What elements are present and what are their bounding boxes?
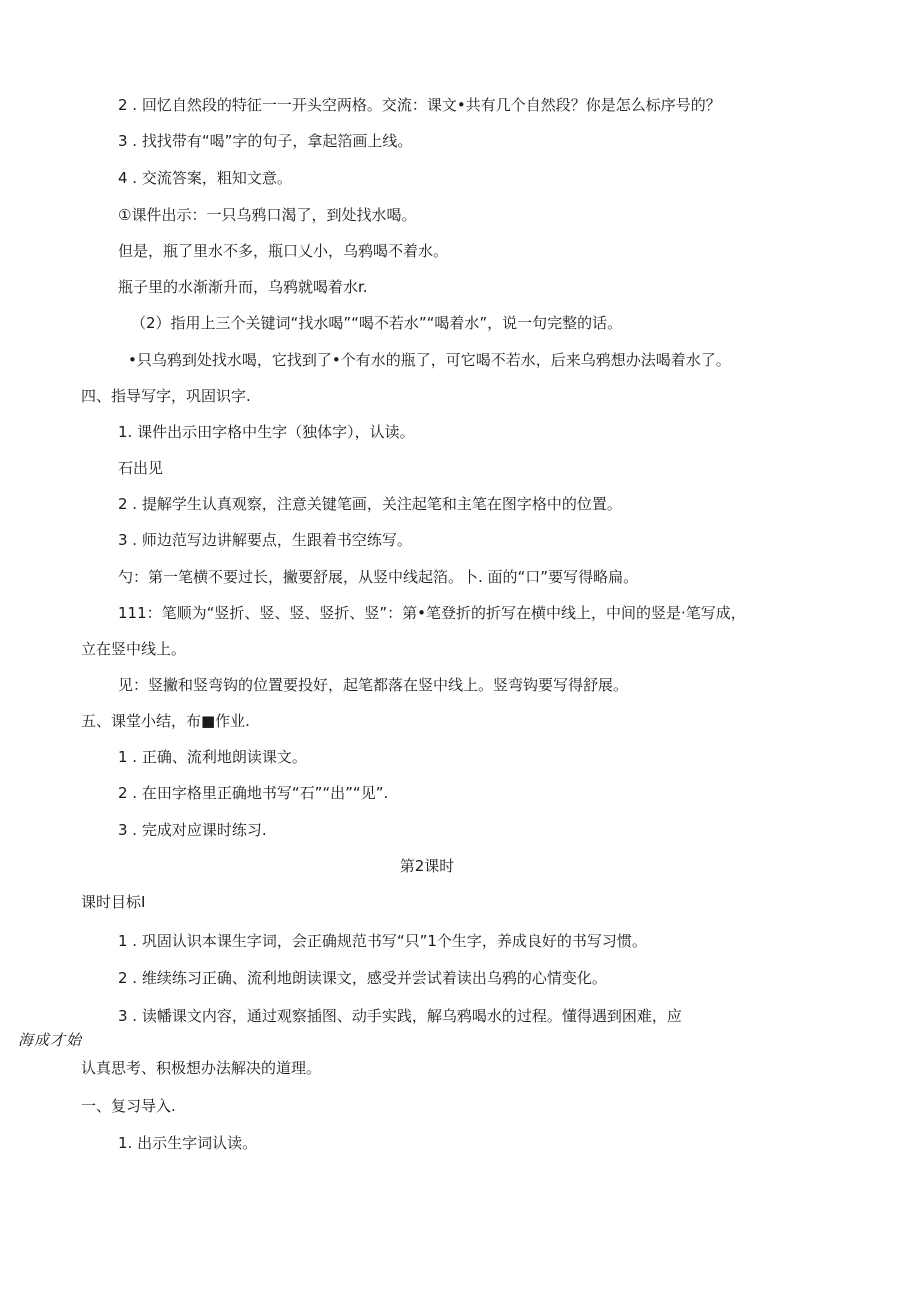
courseware-line: 但是，瓶了里水不多，瓶口乂小，乌鸦喝不着水。 [118, 242, 449, 260]
paragraph: 111：笔顺为“竖折、竖、竖、竖折、竖”：第•笔登折的折写在横中线上，中间的竖是·笔写成， [118, 604, 746, 622]
lesson-title: 第2课时 [399, 857, 455, 875]
list-item-4: 4 . 交流答案，粗知文意。 [118, 169, 292, 187]
list-item-1: 1 . 正确、流利地朗读课文。 [118, 748, 307, 766]
paragraph-continuation: 立在竖中线上。 [81, 640, 187, 658]
list-item-3: 3 . 完成对应课时练习. [118, 821, 267, 839]
margin-note: 海成才始 [18, 1031, 83, 1049]
objective-1: 1 . 巩固认识本课生字词，会正确规范书写“只”1个生字，养成良好的书写习惯。 [118, 932, 647, 950]
list-item-1: 1. 课件出示田字格中生字（独体字），认读。 [118, 423, 415, 441]
paragraph: （2）指用上三个关键词“找水喝”“喝不若水”“喝着水”，说一句完整的话。 [131, 314, 623, 332]
list-item-1: 1. 出示生字词认读。 [118, 1134, 258, 1152]
objective-2: 2 . 维续练习正确、流利地朗读课文，感受并尝试着读出乌鸦的心情变化。 [118, 969, 607, 987]
list-item-2: 2 . 回忆自然段的特征一一开头空两格。交流：课文•共有几个自然段？你是怎么标序号的？ [118, 96, 721, 114]
courseware-line: ①课件出示：一只乌鸦口渴了，到处找水喝。 [118, 206, 417, 224]
section-heading: 一、复习导入. [81, 1097, 176, 1115]
objectives-heading: 课时目标I [81, 893, 146, 911]
characters-line: 石出见 [118, 459, 164, 477]
courseware-line: 瓶子里的水渐渐升而，乌鸦就喝着水r. [118, 278, 368, 296]
objective-3-continuation: 认真思考、积极想办法解决的道理。 [81, 1059, 322, 1077]
paragraph: 勺：第一笔横不要过长，撇要舒展，从竖中线起箔。卜. 面的“口”要写得略扁。 [118, 568, 639, 586]
section-heading: 五、课堂小结，布■作业. [81, 712, 250, 730]
list-item-3: 3 . 找找带有“喝”字的句子，拿起箔画上线。 [118, 132, 413, 150]
paragraph: •只乌鸦到处找水喝，它找到了•个有水的瓶了，可它喝不若水，后来乌鸦想办法喝着水了。 [128, 351, 731, 369]
section-heading: 四、指导写字，巩固识字. [81, 387, 251, 405]
paragraph: 见：竖撇和竖弯钩的位置要投好，起笔都落在竖中线上。竖弯钩要写得舒展。 [118, 676, 629, 694]
list-item-2: 2 . 在田字格里正确地书写“石”“出”“见”. [118, 784, 389, 802]
list-item-3: 3 . 师边范写边讲解要点，生跟着书空练写。 [118, 531, 412, 549]
list-item-2: 2 . 提解学生认真观察，注意关键笔画，关注起笔和主笔在图字格中的位置。 [118, 495, 622, 513]
objective-3: 3 . 读幡课文内容，通过观察插图、动手实践，解乌鸦喝水的过程。懂得遇到困难，应 [118, 1007, 682, 1025]
